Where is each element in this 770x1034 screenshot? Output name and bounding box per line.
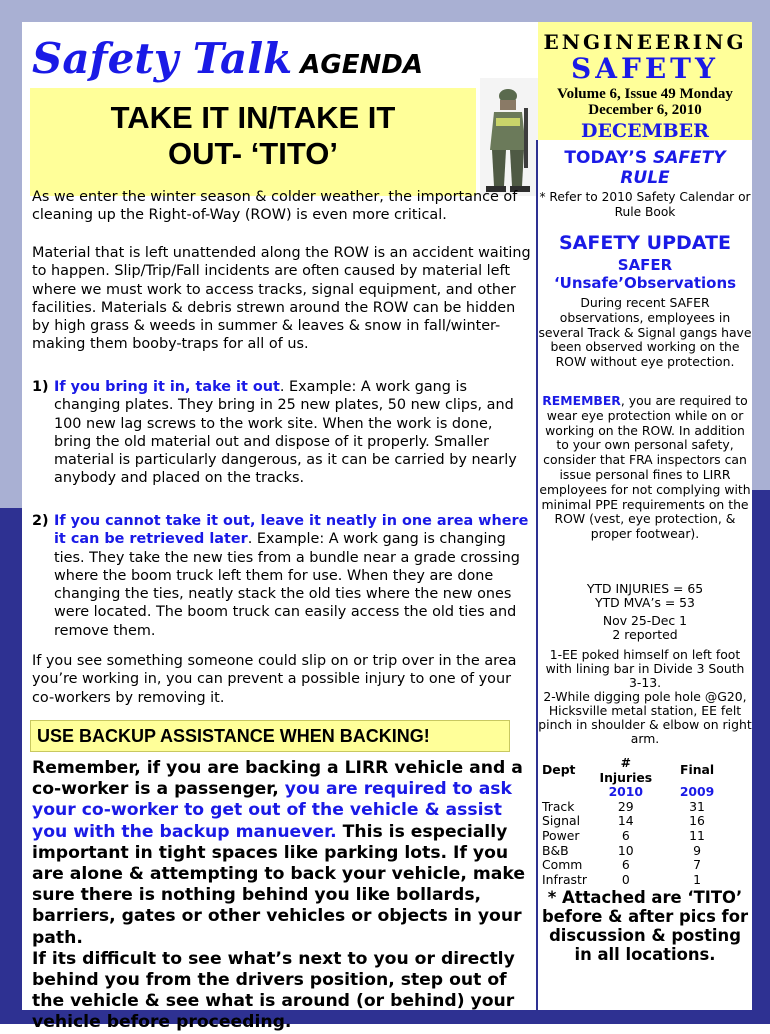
incident-2: 2-While digging pole hole @G20, Hicksville metal station, EE felt pinch in shoulder & elbow on right arm. — [538, 689, 752, 746]
newsletter-title — [32, 34, 423, 83]
table-row: Comm 6 7 — [542, 857, 702, 873]
safety-rule-heading — [538, 148, 752, 188]
rule-note: * Refer to 2010 Safety Calendar or Rule Book — [539, 190, 751, 219]
backup-heading-box — [30, 720, 510, 752]
incident-list — [538, 648, 752, 746]
injury-table-years — [542, 785, 742, 800]
weekly-period — [538, 614, 752, 642]
header-dept: Dept — [542, 762, 576, 778]
masthead-box — [538, 22, 752, 140]
safety-update-heading: SAFETY UPDATE — [559, 232, 731, 254]
backup-text-b: This is especially important in tight spaces like parking lots. If you are alone & attempting to back your vehicle, make sure there is nothing behind you like bollards, barriers, gates or other vehicles or objects in your path. — [32, 821, 525, 948]
tip-1-text — [54, 378, 532, 488]
main-column — [22, 22, 538, 1033]
table-row: B&B 10 9 — [542, 842, 702, 858]
right-border-dark — [752, 490, 770, 1024]
headline-line-1: TAKE IT IN/TAKE IT — [110, 100, 396, 135]
dept-safety: SAFETY — [571, 52, 719, 85]
tip-1-highlight: If you bring it in, take it out — [54, 379, 280, 395]
tip-2-highlight: If you cannot take it out, leave it neatly in one area where it can be retrieved later — [54, 513, 529, 548]
table-row: Signal 14 16 — [542, 813, 705, 829]
table-row: Track 29 31 — [542, 798, 705, 814]
update-body: During recent SAFER observations, employees in several Track & Signal gangs have been observed working on the ROW without eye protection. — [538, 295, 752, 370]
rule-title-b: SAFETY RULE — [620, 148, 726, 188]
issue-month: DECEMBER — [581, 120, 709, 142]
slip-trip-paragraph: If you see something someone could slip on or trip over in the area you’re working in, you can prevent a possible injury to one of your co-workers by removing it. — [32, 653, 517, 706]
worker-illustration — [480, 78, 538, 196]
tip-2-body: . Example: A work gang is changing ties. They take the new ties from a bundle near a grade crossing where the boom truck left them for use. When they are done changing the ties, neatly stack the old ties where the new ones were located. The boom truck can easily access the old ties and remove them. — [54, 531, 520, 639]
table-row: Power 6 11 — [542, 827, 705, 843]
tip-2-number: 2) — [32, 513, 49, 529]
incident-1: 1-EE poked himself on left foot with lining bar in Divide 3 South 3-13. — [545, 647, 745, 690]
intro-paragraph: As we enter the winter season & colder weather, the importance of cleaning up the Right-of-Way (ROW) is even more critical. — [32, 189, 518, 224]
ytd-stats — [538, 582, 752, 610]
tip-1-body: . Example: A work gang is changing plates. They bring in 25 new plates, 50 new clips, and 100 new lag screws to the work site. When the work is done, bring the old material out and dispose of it properly. Smaller material is particularly dangerous, as it can be carried by nearly anybody and placed on the tracks. — [54, 379, 517, 487]
rule-title-a: TODAY’S — [564, 148, 654, 168]
safer-heading — [538, 256, 752, 292]
backup-heading: USE BACKUP ASSISTANCE WHEN BACKING! — [37, 726, 430, 746]
year-prior: 2009 — [679, 784, 715, 800]
left-border-dark — [0, 508, 22, 1024]
safer-line-1: SAFER — [617, 256, 673, 274]
backup-highlight: you are required to ask your co-worker to get out of the vehicle & assist you with the backup manuever. — [32, 779, 512, 842]
headline-line-2: OUT- ‘TITO’ — [168, 136, 338, 171]
safer-line-2: ‘Unsafe’Observations — [553, 274, 737, 292]
period-reported: 2 reported — [612, 627, 678, 642]
remember-paragraph — [538, 394, 752, 542]
headline — [30, 100, 476, 172]
title-main: Safety Talk — [32, 34, 293, 83]
remember-body: , you are required to wear eye protection while on or working on the ROW. In addition to your own personal safety, consider that FRA inspectors can issue personal fines to LIRR employees for not complying with minimal PPE requirements on the ROW (vest, eye protection, & proper footwear). — [539, 393, 751, 542]
remember-highlight: REMEMBER — [542, 393, 621, 408]
backup-paragraph — [32, 758, 538, 1034]
year-current: 2010 — [608, 784, 644, 800]
header-final: Final — [679, 762, 715, 778]
dept-name: ENGINEERING — [543, 30, 747, 54]
headline-box — [30, 88, 476, 196]
attached-note: * Attached are ‘TITO’ before & after pics for discussion & posting in all locations. — [541, 888, 749, 964]
backup-text-a: Remember, if you are backing a LIRR vehicle and a co-worker is a passenger, — [32, 758, 523, 800]
sidebar — [538, 22, 752, 1010]
ytd-injuries: YTD INJURIES = 65 — [586, 581, 704, 596]
row-paragraph: Material that is left unattended along the ROW is an accident waiting to happen. Slip/Trip/Fall incidents are often caused by material left where we must work to access tracks, signal equipment, and other facilities. Materials & debris strewn around the ROW can be hidden by high grass & weeds in summer & leaves & snow in fall/winter-making them booby-traps for all of us. — [32, 245, 531, 353]
injury-table — [542, 756, 742, 887]
backup-text-c: If its difficult to see what’s next to you or directly behind you from the drivers position, step out of the vehicle & see what is around (or behind) your vehicle before proceeding. — [32, 948, 515, 1033]
header-injuries: # Injuries — [599, 755, 653, 785]
table-row: Infrastr 0 1 — [542, 871, 702, 887]
injury-table-header — [542, 756, 742, 785]
tip-2-text — [54, 512, 532, 640]
period-range: Nov 25-Dec 1 — [602, 613, 688, 628]
title-sub: AGENDA — [300, 50, 423, 80]
tip-item-2 — [32, 512, 532, 640]
tip-item-1 — [32, 378, 532, 488]
ytd-mvas: YTD MVA’s = 53 — [595, 595, 695, 610]
issue-info: Volume 6, Issue 49 Monday December 6, 2010 — [557, 86, 733, 118]
top-border — [0, 0, 770, 22]
tip-1-number: 1) — [32, 379, 49, 395]
